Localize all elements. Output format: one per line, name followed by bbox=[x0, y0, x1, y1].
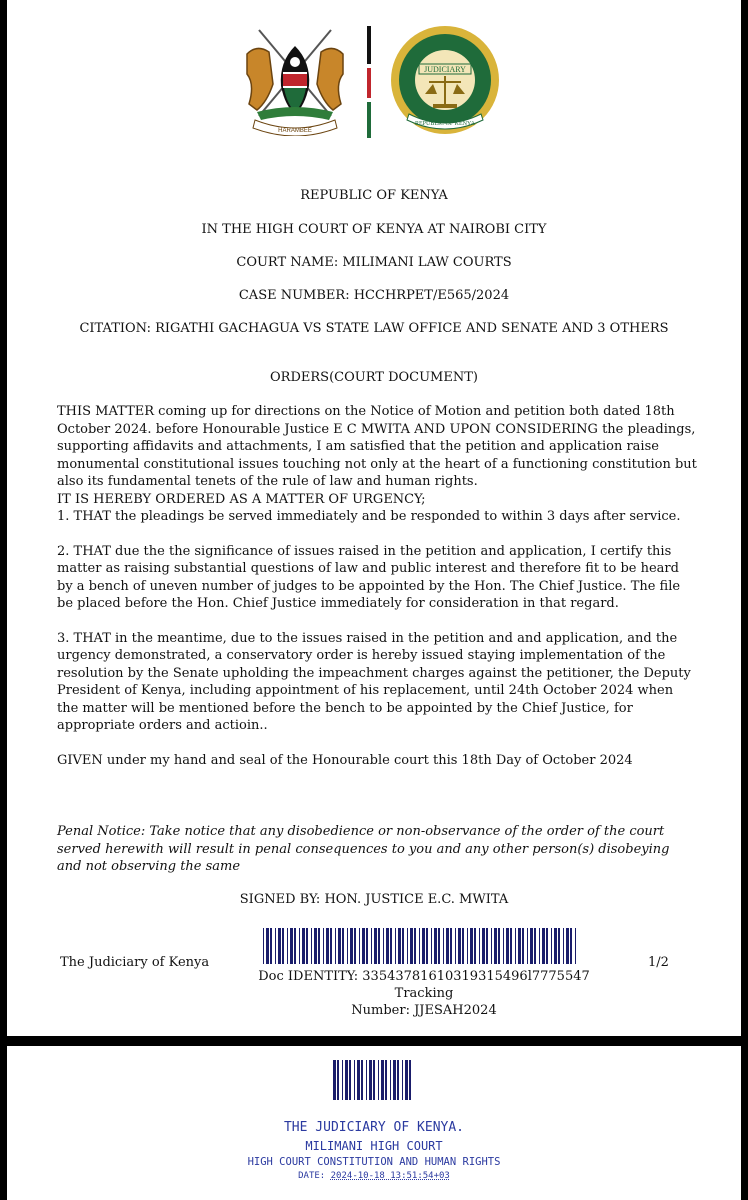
barcode-bar bbox=[482, 928, 485, 964]
barcode-bar bbox=[530, 928, 533, 964]
barcode-bar bbox=[330, 928, 332, 964]
barcode-bar bbox=[506, 928, 509, 964]
intro-paragraph: THIS MATTER coming up for directions on the Notice of Motion and petition both dated 18th October 2024. before Honourable Justice E C MWITA AND UPON CONSIDERING the pleadings, supporting affidavits and attachments, I am satisfied that the petition and application raise monumental constitutional issues touching not only at the heart of a functioning constitution but also its fundamental tenets of the rule of law and human rights. bbox=[57, 404, 697, 489]
barcode-bar bbox=[266, 928, 269, 964]
barcode-bar bbox=[563, 928, 564, 964]
barcode-bar bbox=[366, 1060, 367, 1100]
barcode-bar bbox=[558, 928, 560, 964]
stamp-date bbox=[7, 1171, 741, 1181]
barcode-bar bbox=[342, 928, 344, 964]
barcode-bar bbox=[278, 928, 281, 964]
barcode-bar bbox=[402, 928, 404, 964]
barcode-bar bbox=[446, 928, 449, 964]
seal-top-text: JUDICIARY bbox=[424, 65, 466, 74]
barcode-bar bbox=[347, 928, 348, 964]
barcode-bar bbox=[566, 928, 569, 964]
stamp-line-1: THE JUDICIARY OF KENYA. bbox=[283, 1120, 464, 1135]
barcode-bar bbox=[467, 928, 468, 964]
barcode-bar bbox=[491, 928, 492, 964]
barcode-bar bbox=[390, 928, 392, 964]
barcode-bar bbox=[374, 928, 377, 964]
barcode-bar bbox=[290, 928, 293, 964]
barcode-bar bbox=[522, 928, 524, 964]
barcode-bar bbox=[426, 928, 428, 964]
barcode-bar bbox=[337, 1060, 339, 1100]
barcode-bar bbox=[354, 1060, 355, 1100]
barcode-bar bbox=[434, 928, 437, 964]
barcode-bar bbox=[338, 928, 341, 964]
barcode-bar bbox=[383, 928, 384, 964]
doc-identity-line2: Number: JJESAH2024 bbox=[351, 1003, 497, 1018]
citation: CITATION: RIGATHI GACHAGUA VS STATE LAW OFFICE AND SENATE AND 3 OTHERS bbox=[79, 321, 669, 336]
barcode-bar bbox=[503, 928, 504, 964]
barcode-bar bbox=[402, 1060, 403, 1100]
barcode-bar bbox=[486, 928, 488, 964]
barcode-bar bbox=[534, 928, 536, 964]
barcode-bar bbox=[287, 928, 288, 964]
judiciary-seal-icon bbox=[389, 24, 501, 136]
barcode-bar bbox=[395, 928, 396, 964]
court-name: COURT NAME: MILIMANI LAW COURTS bbox=[236, 255, 512, 270]
barcode-bar bbox=[546, 928, 548, 964]
barcode-bar bbox=[393, 1060, 396, 1100]
barcode-bar bbox=[373, 1060, 375, 1100]
barcode-bar bbox=[575, 928, 576, 964]
barcode-bar bbox=[366, 928, 368, 964]
barcode-bar bbox=[397, 1060, 399, 1100]
barcode-bar bbox=[381, 1060, 384, 1100]
document-type: ORDERS(COURT DOCUMENT) bbox=[270, 370, 478, 385]
barcode-bar bbox=[378, 928, 380, 964]
barcode-bar bbox=[349, 1060, 351, 1100]
barcode-bar bbox=[470, 928, 473, 964]
barcode-bar bbox=[390, 1060, 391, 1100]
document-page-2 bbox=[7, 1046, 741, 1200]
barcode-bar bbox=[498, 928, 500, 964]
barcode-bar bbox=[494, 928, 497, 964]
barcode-bar bbox=[409, 1060, 411, 1100]
barcode-bar bbox=[551, 928, 552, 964]
barcode-bar bbox=[378, 1060, 379, 1100]
barcode-bar bbox=[438, 928, 440, 964]
barcode-bar bbox=[270, 928, 272, 964]
barcode-bar bbox=[385, 1060, 387, 1100]
barcode-bar bbox=[443, 928, 444, 964]
barcode-bar bbox=[275, 928, 276, 964]
barcode-bar bbox=[282, 928, 284, 964]
barcode-bar bbox=[398, 928, 401, 964]
barcode-bar bbox=[414, 928, 416, 964]
order-2: 2. THAT due the the significance of issues raised in the petition and application, I certify this matter as raising substantial questions of law and public interest and therefore fit to be heard by a bench of uneven number of judges to be appointed by the Hon. The Chief Justice. The file be placed before the Hon. Chief Justice immediately for consideration in that regard. bbox=[57, 543, 681, 611]
republic-heading: REPUBLIC OF KENYA bbox=[300, 188, 448, 203]
barcode-bar bbox=[311, 928, 312, 964]
barcode-bar bbox=[510, 928, 512, 964]
barcode-bar bbox=[314, 928, 317, 964]
barcode-bar bbox=[474, 928, 476, 964]
ordered-line: IT IS HEREBY ORDERED AS A MATTER OF URGENCY; bbox=[57, 491, 426, 507]
barcode-bar bbox=[299, 928, 300, 964]
given-line: GIVEN under my hand and seal of the Honourable court this 18th Day of October 2024 bbox=[57, 752, 633, 768]
barcode-bar bbox=[450, 928, 452, 964]
barcode-bar bbox=[455, 928, 456, 964]
stamp-barcode-icon bbox=[333, 1060, 413, 1100]
barcode-bar bbox=[342, 1060, 343, 1100]
barcode-bar bbox=[326, 928, 329, 964]
barcode-bar bbox=[479, 928, 480, 964]
penal-notice: Penal Notice: Take notice that any disobedience or non-observance of the order of the court served herewith will result in penal consequences to you and any other person(s) disobeying and not observing the same bbox=[57, 824, 670, 874]
barcode-bar bbox=[539, 928, 540, 964]
barcode-bar bbox=[386, 928, 389, 964]
barcode-bar bbox=[431, 928, 432, 964]
svg-text:HARAMBEE: HARAMBEE bbox=[278, 128, 312, 134]
barcode-bar bbox=[410, 928, 413, 964]
barcode-bar bbox=[302, 928, 305, 964]
barcode-bar bbox=[357, 1060, 360, 1100]
barcode-bar bbox=[306, 928, 308, 964]
barcode-bar bbox=[335, 928, 336, 964]
kenya-coat-of-arms-icon bbox=[239, 24, 351, 136]
stamp-line-3: HIGH COURT CONSTITUTION AND HUMAN RIGHTS bbox=[247, 1156, 501, 1168]
barcode-bar bbox=[458, 928, 461, 964]
orders-body bbox=[57, 403, 697, 769]
barcode-bar bbox=[323, 928, 324, 964]
barcode-icon bbox=[263, 928, 578, 964]
stamp-date-label: DATE: bbox=[298, 1171, 326, 1181]
barcode-bar bbox=[318, 928, 320, 964]
barcode-bar bbox=[371, 928, 372, 964]
case-number: CASE NUMBER: HCCHRPET/E565/2024 bbox=[238, 288, 510, 303]
barcode-bar bbox=[333, 1060, 336, 1100]
barcode-bar bbox=[350, 928, 353, 964]
order-1: 1. THAT the pleadings be served immediately and be responded to within 3 days after service. bbox=[57, 509, 681, 524]
signed-by: SIGNED BY: HON. JUSTICE E.C. MWITA bbox=[239, 892, 509, 907]
barcode-bar bbox=[354, 928, 356, 964]
order-3: 3. THAT in the meantime, due to the issues raised in the petition and and application, and the urgency demonstrated, a conservatory order is hereby issued staying implementation of the resolution by the Senate upholding the impeachment charges against the petitioner, the Deputy President of Kenya, including appointment of his replacement, until 24th October 2024 when the matter will be mentioned before the bench to be appointed by the Chief Justice, for appropriate orders and actioin.. bbox=[57, 630, 691, 733]
barcode-bar bbox=[554, 928, 557, 964]
barcode-bar bbox=[422, 928, 425, 964]
barcode-bar bbox=[515, 928, 516, 964]
barcode-bar bbox=[345, 1060, 348, 1100]
flag-divider bbox=[367, 26, 371, 138]
barcode-bar bbox=[361, 1060, 363, 1100]
stamp-date-value: 2024-10-18 13:51:54+03 bbox=[330, 1171, 450, 1181]
doc-identity bbox=[227, 968, 621, 1019]
barcode-bar bbox=[294, 928, 296, 964]
barcode-bar bbox=[405, 1060, 408, 1100]
barcode-bar bbox=[362, 928, 365, 964]
doc-identity-line1: Doc IDENTITY: 33543781610319315496l7775547 Tracking bbox=[258, 969, 590, 1001]
barcode-bar bbox=[419, 928, 420, 964]
barcode-bar bbox=[462, 928, 464, 964]
document-page-1 bbox=[7, 0, 741, 1036]
barcode-bar bbox=[527, 928, 528, 964]
seal-bottom-text: REPUBLIC OF KENYA bbox=[414, 121, 476, 127]
barcode-bar bbox=[518, 928, 521, 964]
barcode-bar bbox=[542, 928, 545, 964]
barcode-bar bbox=[369, 1060, 372, 1100]
court-heading: IN THE HIGH COURT OF KENYA AT NAIROBI CITY bbox=[201, 222, 547, 237]
barcode-bar bbox=[263, 928, 264, 964]
page-number: 1/2 bbox=[648, 955, 669, 970]
barcode-bar bbox=[570, 928, 572, 964]
barcode-bar bbox=[407, 928, 408, 964]
stamp-line-2: MILIMANI HIGH COURT bbox=[305, 1139, 443, 1153]
barcode-bar bbox=[359, 928, 360, 964]
footer-judiciary: The Judiciary of Kenya bbox=[60, 955, 210, 970]
